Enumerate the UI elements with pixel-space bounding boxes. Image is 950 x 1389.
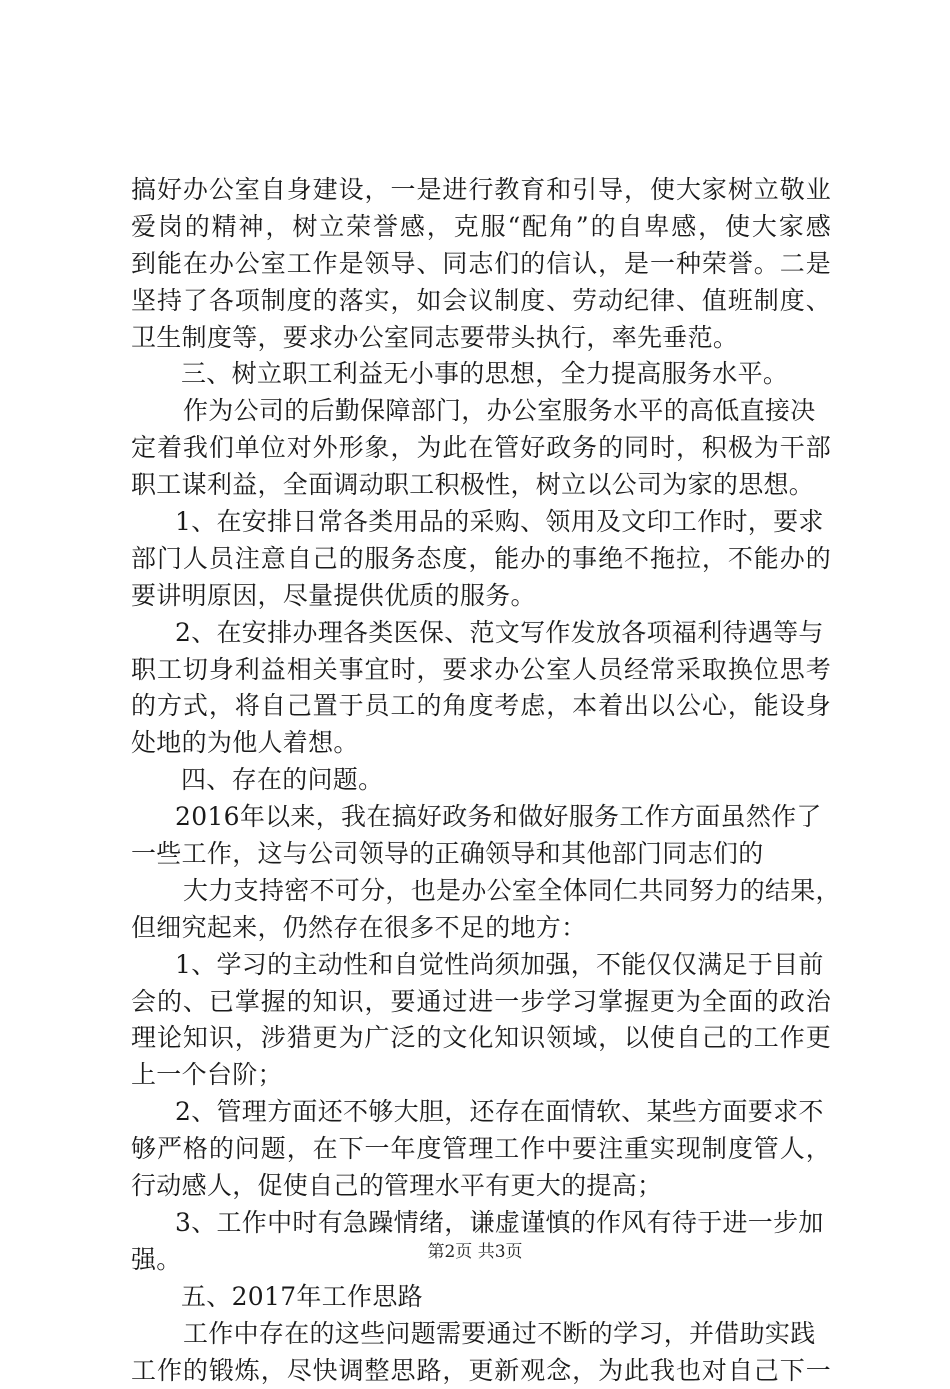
- text-line: 职工谋利益，全面调动职工积极性，树立以公司为家的思想。: [131, 467, 831, 504]
- document-body: [131, 172, 831, 1389]
- section-heading: 五、2017年工作思路: [131, 1279, 831, 1316]
- text-line: 大力支持密不可分，也是办公室全体同仁共同努力的结果，: [131, 873, 831, 910]
- text-line: 坚持了各项制度的落实，如会议制度、劳动纪律、值班制度、: [131, 283, 831, 320]
- text-line: 部门人员注意自己的服务态度，能办的事绝不拖拉，不能办的: [131, 541, 831, 578]
- text-line: 行动感人，促使自己的管理水平有更大的提高；: [131, 1168, 831, 1205]
- page-number: 第2页 共3页: [0, 1240, 950, 1264]
- text-line: 够严格的问题，在下一年度管理工作中要注重实现制度管人，: [131, 1131, 831, 1168]
- text-line: 但细究起来，仍然存在很多不足的地方：: [131, 910, 831, 947]
- text-line: 到能在办公室工作是领导、同志们的信认，是一种荣誉。二是: [131, 246, 831, 283]
- text-line: 1、学习的主动性和自觉性尚须加强，不能仅仅满足于目前: [131, 947, 831, 984]
- text-line: 2、管理方面还不够大胆，还存在面情软、某些方面要求不: [131, 1094, 831, 1131]
- text-line: 定着我们单位对外形象，为此在管好政务的同时，积极为干部: [131, 430, 831, 467]
- text-line: 一些工作，这与公司领导的正确领导和其他部门同志们的: [131, 836, 831, 873]
- text-line: 2016年以来，我在搞好政务和做好服务工作方面虽然作了: [131, 799, 831, 836]
- text-line: 要讲明原因，尽量提供优质的服务。: [131, 578, 831, 615]
- text-line: 爱岗的精神，树立荣誉感，克服“配角”的自卑感，使大家感: [131, 209, 831, 246]
- text-line: 1、在安排日常各类用品的采购、领用及文印工作时，要求: [131, 504, 831, 541]
- text-line: 职工切身利益相关事宜时，要求办公室人员经常采取换位思考: [131, 652, 831, 689]
- text-line: 的方式，将自己置于员工的角度考虑，本着出以公心，能设身: [131, 688, 831, 725]
- text-line: 作为公司的后勤保障部门，办公室服务水平的高低直接决: [131, 393, 831, 430]
- text-line: 强。: [131, 1242, 831, 1279]
- text-line: 卫生制度等，要求办公室同志要带头执行，率先垂范。: [131, 320, 831, 357]
- text-line: 工作的锻炼，尽快调整思路，更新观念，为此我也对自己下一: [131, 1353, 831, 1389]
- text-line: 理论知识，涉猎更为广泛的文化知识领域，以使自己的工作更: [131, 1020, 831, 1057]
- text-line: 工作中存在的这些问题需要通过不断的学习，并借助实践: [131, 1316, 831, 1353]
- section-heading: 四、存在的问题。: [131, 762, 831, 799]
- text-line: 会的、已掌握的知识，要通过进一步学习掌握更为全面的政治: [131, 984, 831, 1021]
- text-line: 2、在安排办理各类医保、范文写作发放各项福利待遇等与: [131, 615, 831, 652]
- text-line: 上一个台阶；: [131, 1057, 831, 1094]
- section-heading: 三、树立职工利益无小事的思想，全力提高服务水平。: [131, 356, 831, 393]
- text-line: 搞好办公室自身建设，一是进行教育和引导，使大家树立敬业: [131, 172, 831, 209]
- text-line: 3、工作中时有急躁情绪，谦虚谨慎的作风有待于进一步加: [131, 1205, 831, 1242]
- text-line: 处地的为他人着想。: [131, 725, 831, 762]
